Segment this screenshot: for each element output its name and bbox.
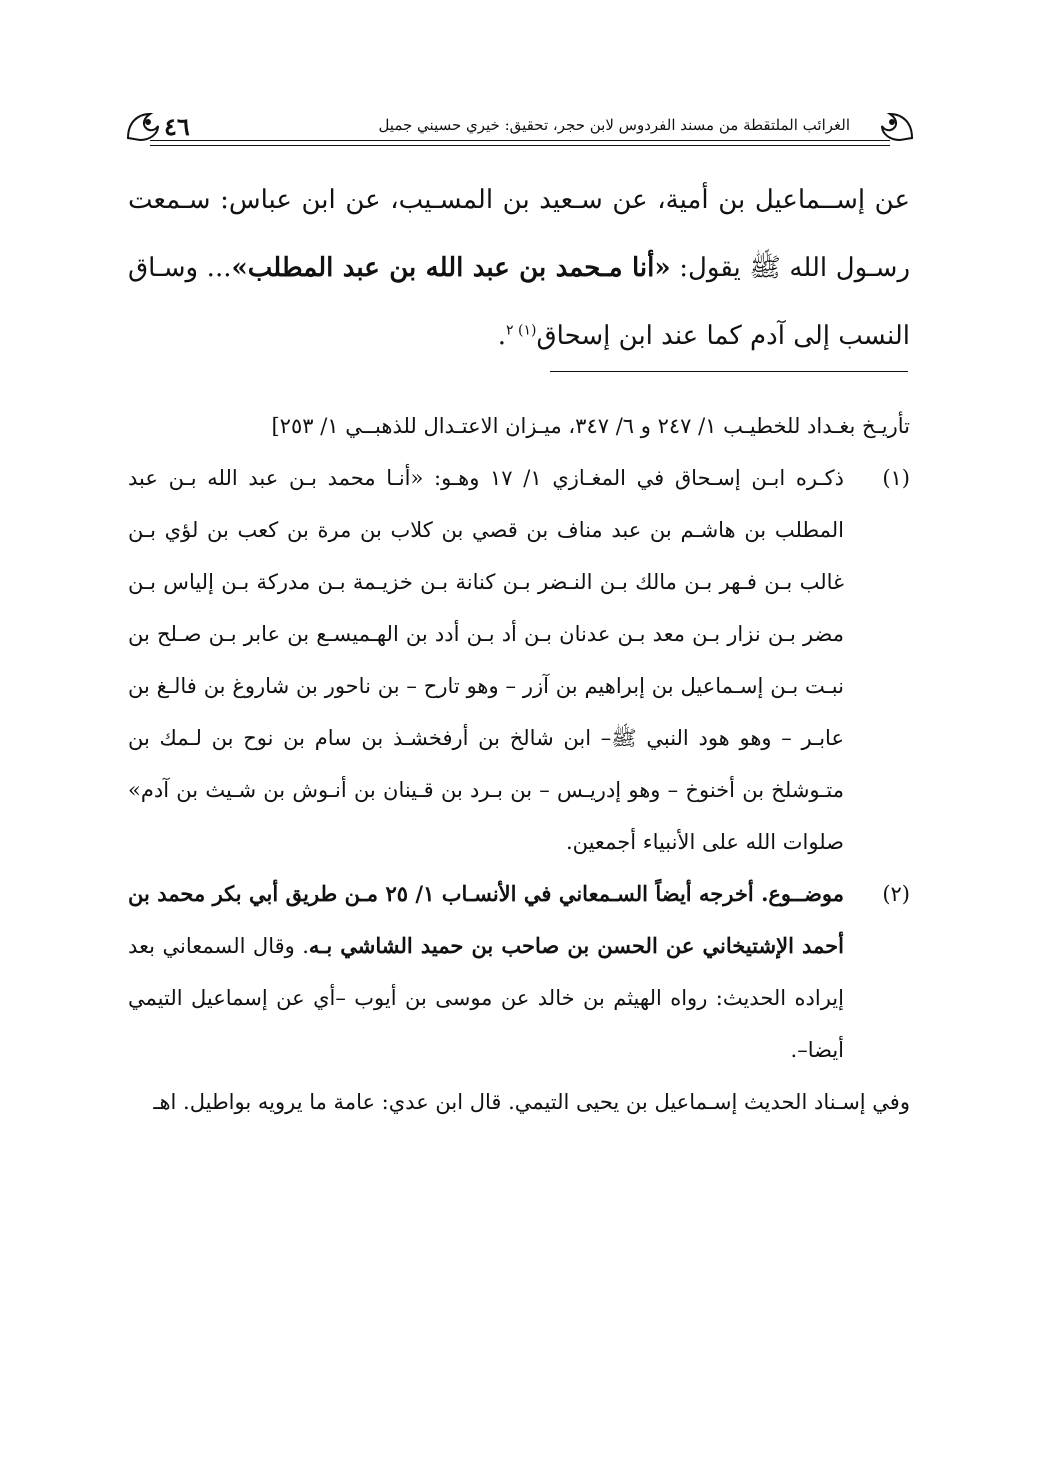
page-number: ٤٦: [164, 112, 190, 141]
footnote-text: [128, 868, 844, 1076]
header-rule: [150, 145, 890, 146]
grading-lead: موضــوع. أخرجه أيضاً السـمعاني في الأنسـاب ١/ ٢٥ مـن طريق أبي بكر محمد بن أحمد الإشتيخاني: [128, 881, 845, 958]
main-text: [128, 166, 910, 370]
hadith-quote: «أنا مـحمد بن عبد الله بن عبد المطلب»: [231, 253, 671, 283]
footnote-separator: [550, 371, 908, 372]
running-header: [130, 106, 910, 150]
isnad-bold: عن الحسن بن صاحب بن حميد الشاشي بـه: [308, 933, 695, 958]
footnote: [128, 868, 910, 1076]
main-lead: عن إســماعيل بن أمية، عن سـعيد بن المسـيب، عن ابن عباس: سـمعت رسـول الله ﷺ يقول:: [128, 185, 910, 283]
running-title: الغرائب الملتقطة من مسند الفردوس لابن حجر، تحقيق: خيري حسيني جميل: [378, 116, 850, 134]
ornament-left-icon: [124, 108, 162, 142]
footnote-number: (٢): [882, 882, 910, 906]
footnote-rest: . وقال السمعاني بعد إيراده الحديث: رواه الهيثم بن خالد عن موسى بن أيوب –أي عن إسماعيل التيمي أيضا–.: [128, 934, 844, 1062]
footnote-refs: (١) ٢: [506, 322, 537, 339]
footnotes: [128, 400, 910, 1128]
closing-note: وفي إسـناد الحديث إسـماعيل بن يحيى التيمي. قال ابن عدي: عامة ما يرويه بواطيل. اهـ: [153, 1090, 910, 1114]
main-paragraph: [128, 166, 910, 370]
header-rule: [150, 140, 890, 141]
main-tail: ... وسـاق النسب إلى آدم كما عند ابن إسحاق: [128, 253, 910, 351]
carryover-footnote: تأريـخ بغـداد للخطيـب ١/ ٢٤٧ و ٦/ ٣٤٧، ميـزان الاعتـدال للذهبــي ١/ ٢٥٣]: [271, 414, 910, 438]
ornament-right-icon: [878, 108, 916, 142]
footnote-text: ذكـره ابـن إسـحاق في المغـازي ١/ ١٧ وهـو: «أنـا محمد بـن عبد الله بـن عبد المطلب بن هاشـم بن عبد مناف بن قصي بن كلاب بن مرة بن كعب بن لؤي بـن غالب بـن فـهر بـن مالك بـن النـضر بـن كنانة بـن خزيـمة بـن مدركة بـن إلياس بـن مضر بـن نزار بـن معد بـن عدنان بـن أد بـن أدد بن الهـميسـع بن عابر بـن صـلح بن نبـت بـن إسـماعيل بن إبراهيم بن آزر – وهو تارح – بن ناحور بن شاروغ بن فالـغ بن عابـر – وهو هود النبي ﷺ– ابن شالخ بن أرفخشـذ بن سام بن نوح بن لـمك بن متـوشلخ بن أخنوخ – وهو إدريـس – بن بـرد بن قـينان بن أنـوش بن شـيث بن آدم» صلوات الله على الأنبياء أجمعين.: [128, 466, 844, 854]
footnote: [128, 452, 910, 868]
main-end: .: [497, 321, 507, 351]
footnote-number: (١): [882, 466, 910, 490]
